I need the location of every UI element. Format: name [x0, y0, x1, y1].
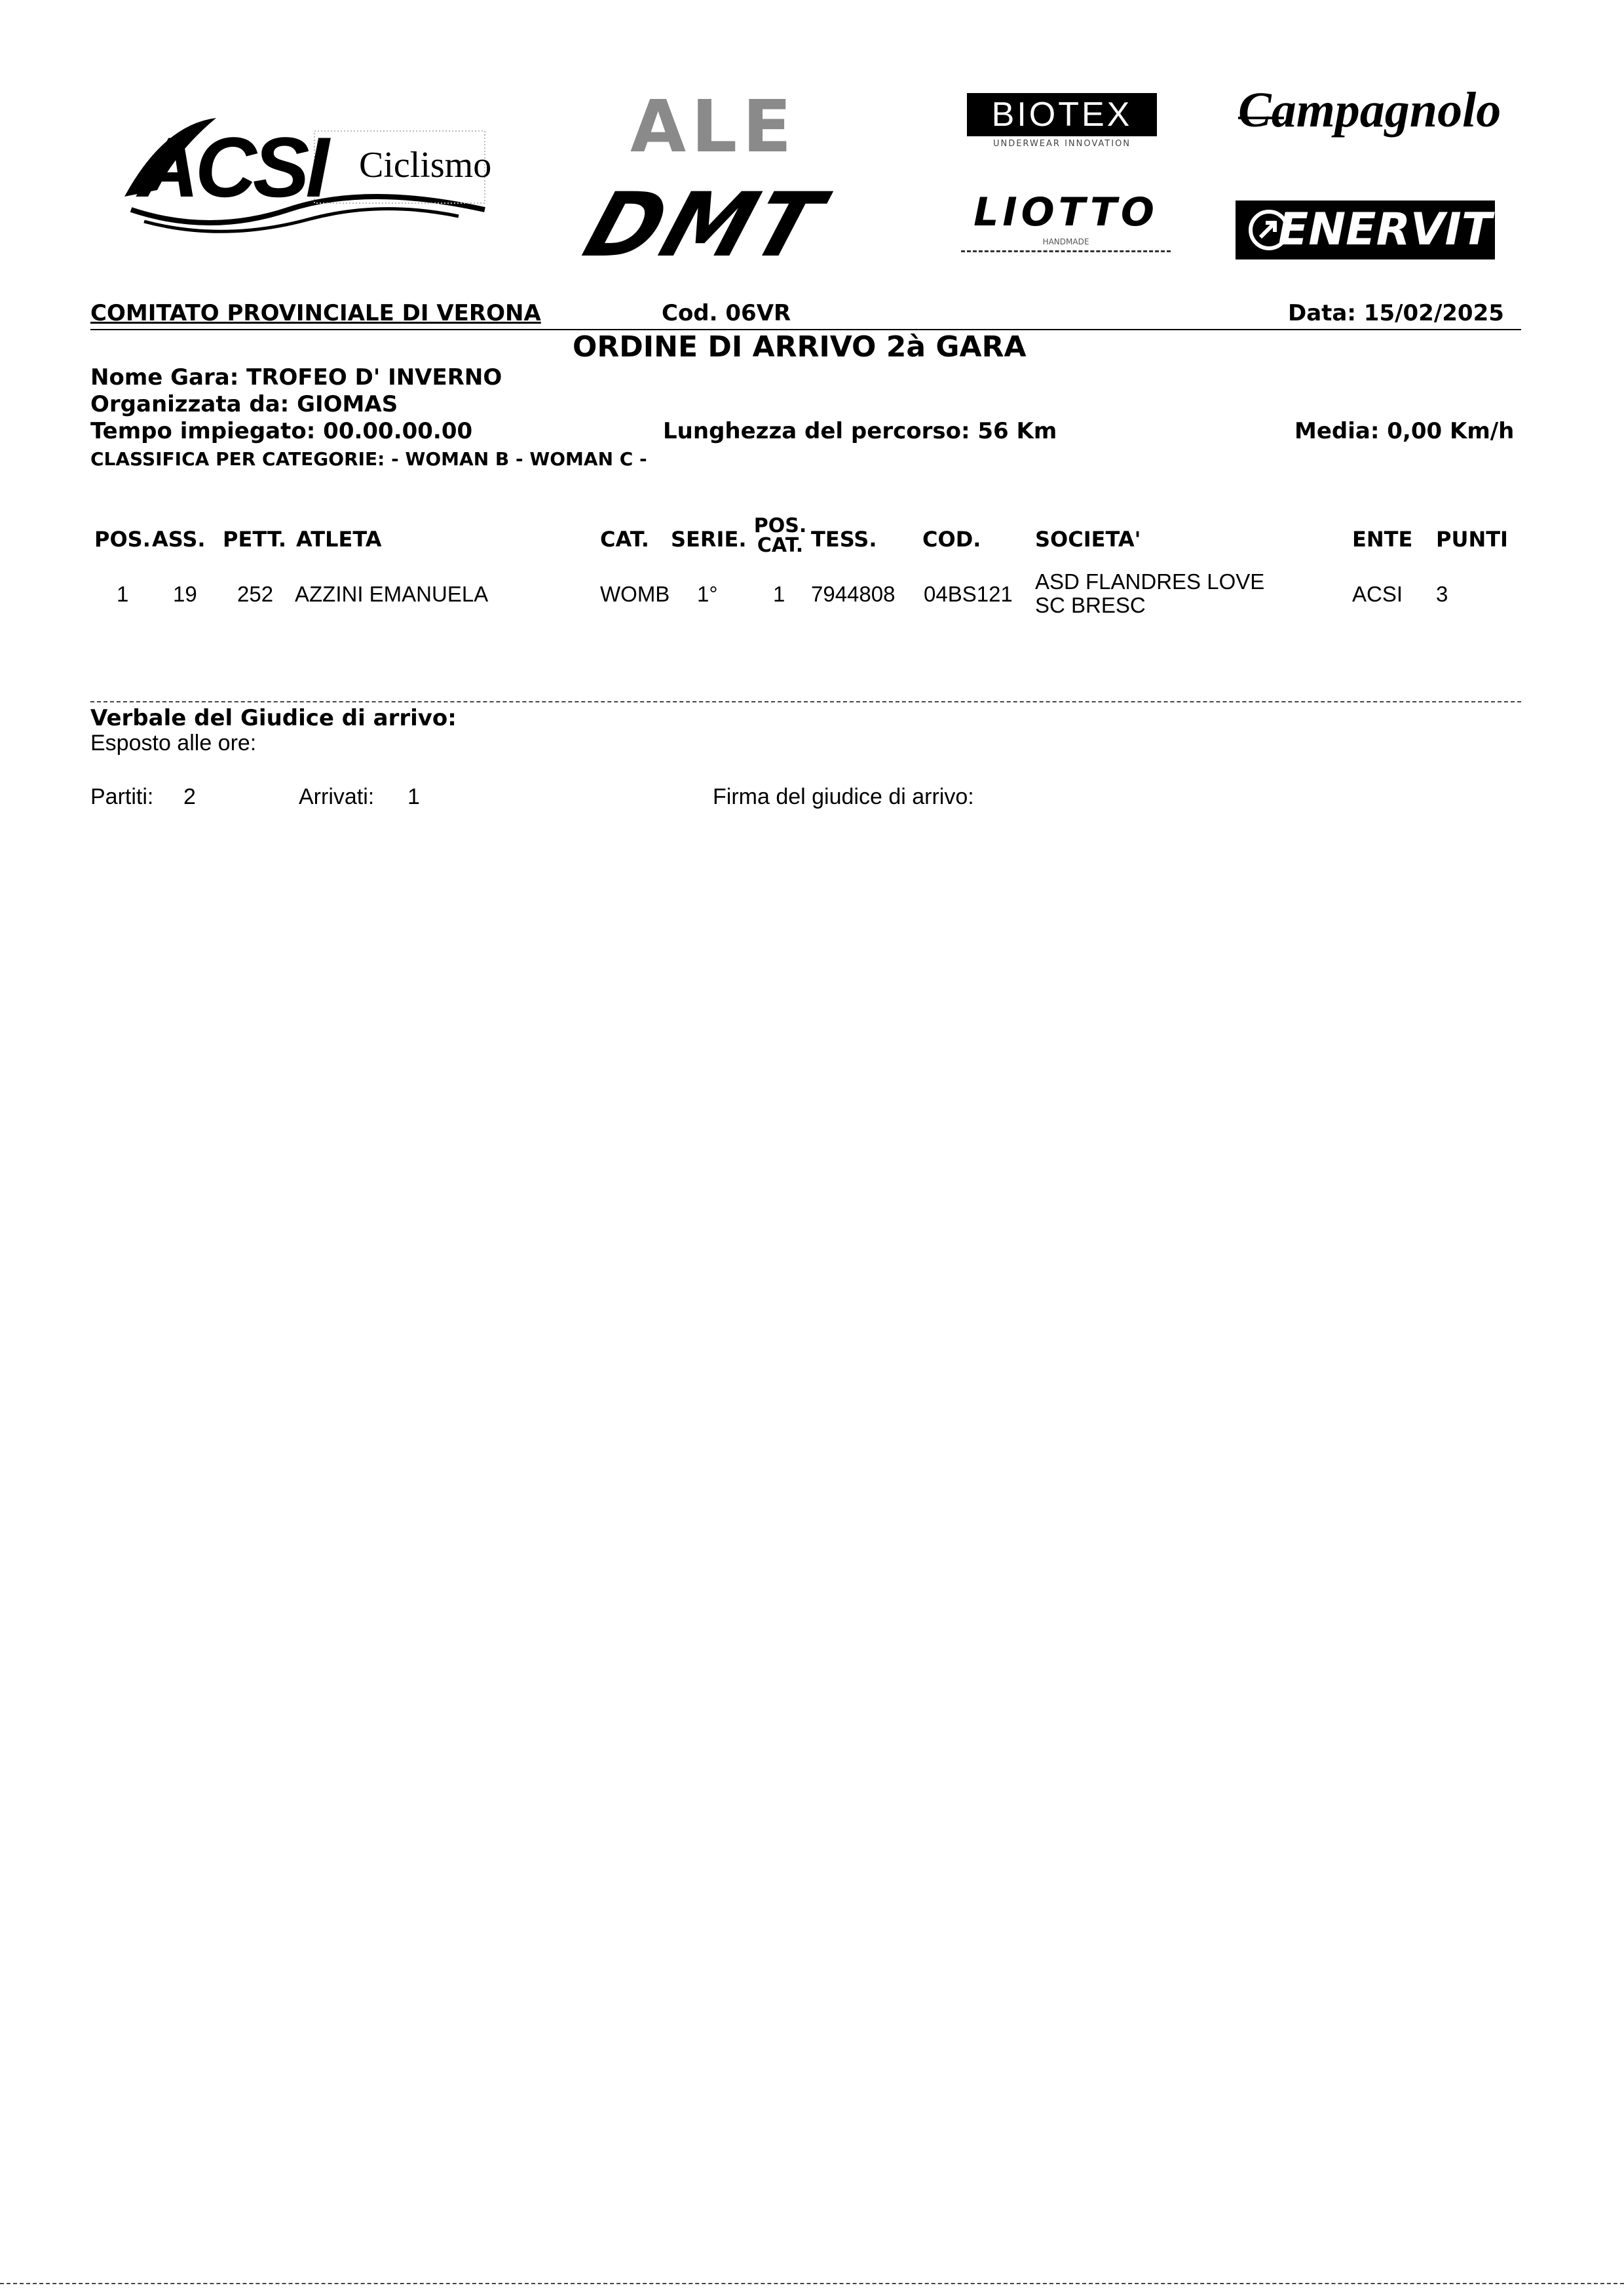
col-header-pos: POS. [94, 527, 151, 552]
page-title: ORDINE DI ARRIVO 2à GARA [573, 330, 1027, 364]
acsi-ciclismo-logo [118, 111, 511, 236]
liotto-logo-rule [961, 250, 1171, 252]
dmt-logo-text: DMT [573, 174, 837, 277]
cell-ass: 19 [173, 582, 197, 606]
enervit-logo [1236, 201, 1495, 259]
biotex-logo-text: BIOTEX [967, 93, 1157, 136]
col-header-atleta: ATLETA [296, 527, 382, 552]
col-header-serie: SERIE. [671, 527, 747, 552]
campagnolo-underline [1238, 117, 1284, 119]
enervit-arrow-icon [1246, 207, 1292, 253]
cell-ente: ACSI [1352, 582, 1403, 606]
cell-serie: 1° [697, 582, 718, 606]
time-used: Tempo impiegato: 00.00.00.00 [90, 418, 473, 444]
race-date: Data: 15/02/2025 [1288, 300, 1504, 326]
arrivals-value: 1 [407, 784, 420, 809]
posted-at: Esposto alle ore: [90, 731, 257, 756]
liotto-logo-subtext: HANDMADE [1042, 237, 1089, 246]
dmt-logo [573, 174, 891, 277]
col-header-cod: COD. [922, 527, 981, 552]
col-header-ente: ENTE [1352, 527, 1413, 552]
cell-cat: WOMB [600, 582, 670, 606]
col-header-cat: CAT. [600, 527, 649, 552]
liotto-logo [938, 189, 1194, 252]
cell-punti: 3 [1436, 582, 1448, 606]
col-header-punti: PUNTI [1436, 527, 1508, 552]
cell-pos-cat: 1 [773, 582, 785, 606]
biotex-logo-subtext: UNDERWEAR INNOVATION [992, 139, 1131, 149]
col-header-societa: SOCIETA' [1035, 527, 1141, 552]
ciclismo-logo-text: Ciclismo [359, 145, 492, 185]
starters-label: Partiti: [90, 784, 154, 809]
col-header-pos-cat-line2: CAT. [757, 534, 804, 557]
cell-pos: 1 [117, 582, 129, 606]
biotex-logo [967, 93, 1157, 149]
cell-tess: 7944808 [811, 582, 896, 606]
col-header-pett: PETT. [223, 527, 286, 552]
cell-atleta: AZZINI EMANUELA [295, 582, 489, 606]
race-name: Nome Gara: TROFEO D' INVERNO [90, 364, 502, 391]
col-header-tess: TESS. [811, 527, 877, 552]
judge-signature-label: Firma del giudice di arrivo: [713, 784, 974, 809]
average-speed: Media: 0,00 Km/h [1294, 418, 1515, 444]
acsi-logo-text: ACSI [138, 119, 326, 215]
organizer: Organizzata da: GIOMAS [90, 391, 398, 417]
footer-divider [90, 701, 1521, 702]
cell-pett: 252 [237, 582, 274, 606]
category-classification: CLASSIFICA PER CATEGORIE: - WOMAN B - WOMAN C - [90, 448, 647, 470]
liotto-logo-text: LIOTTO [973, 189, 1158, 235]
col-header-pos-cat-line1: POS. [753, 514, 807, 537]
campagnolo-logo: Campagnolo [1238, 83, 1501, 138]
committee-name: COMITATO PROVINCIALE DI VERONA [90, 300, 541, 326]
cell-societa: ASD FLANDRES LOVE SC BRESC [1035, 569, 1265, 617]
race-code: Cod. 06VR [662, 300, 791, 326]
judge-report-title: Verbale del Giudice di arrivo: [90, 705, 457, 731]
cell-cod: 04BS121 [924, 582, 1013, 606]
bottom-scan-line [0, 2283, 1624, 2284]
arrivals-label: Arrivati: [299, 784, 375, 809]
enervit-logo-text: ENERVIT [1236, 201, 1495, 259]
ale-logo: ALE [630, 85, 797, 168]
starters-value: 2 [183, 784, 196, 809]
course-length: Lunghezza del percorso: 56 Km [663, 418, 1057, 444]
col-header-ass: ASS. [152, 527, 206, 552]
